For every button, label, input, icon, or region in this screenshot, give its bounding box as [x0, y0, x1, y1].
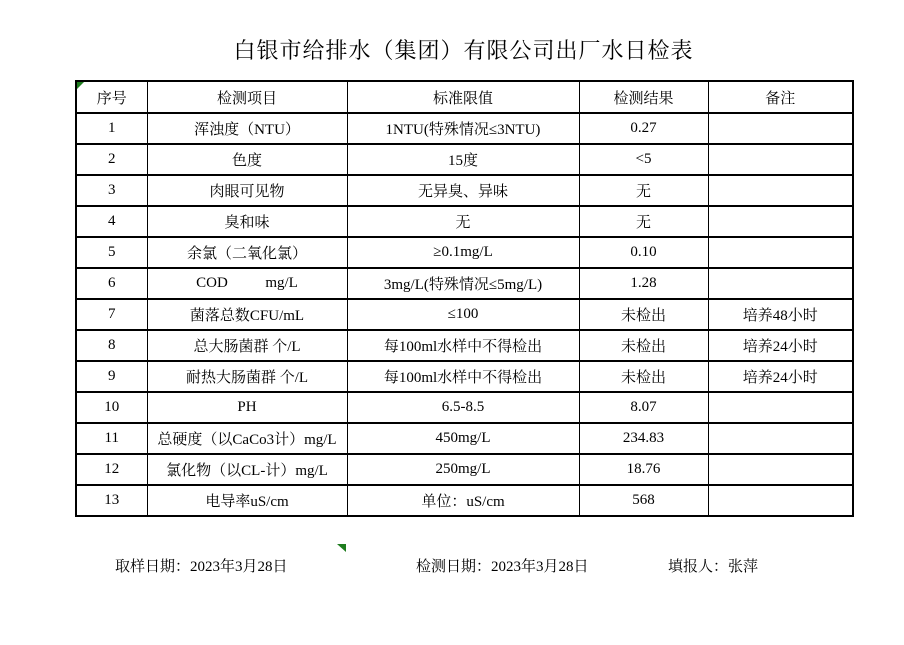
- cell-result: 0.10: [579, 237, 708, 268]
- cell-result: 无: [579, 175, 708, 206]
- cell-result: 未检出: [579, 299, 708, 330]
- cell-no: 12: [76, 454, 147, 485]
- cell-item: 电导率uS/cm: [147, 485, 347, 516]
- cell-no: 11: [76, 423, 147, 454]
- cell-item: 总硬度（以CaCo3计）mg/L: [147, 423, 347, 454]
- cell-note: 培养48小时: [708, 299, 853, 330]
- cell-standard: 450mg/L: [347, 423, 579, 454]
- cell-no: 2: [76, 144, 147, 175]
- cell-no: 3: [76, 175, 147, 206]
- cell-standard: 每100ml水样中不得检出: [347, 361, 579, 392]
- cell-note: 培养24小时: [708, 361, 853, 392]
- cell-no: 7: [76, 299, 147, 330]
- cell-item: 总大肠菌群 个/L: [147, 330, 347, 361]
- header-item: 检测项目: [147, 81, 347, 113]
- cell-item: 浑浊度（NTU）: [147, 113, 347, 144]
- cell-note: [708, 423, 853, 454]
- cell-note: [708, 485, 853, 516]
- table-row: [76, 330, 853, 361]
- cell-note: [708, 175, 853, 206]
- cell-standard: 3mg/L(特殊情况≤5mg/L): [347, 268, 579, 299]
- cell-no: 10: [76, 392, 147, 423]
- cell-item: 氯化物（以CL-计）mg/L: [147, 454, 347, 485]
- cell-standard: 单位：uS/cm: [347, 485, 579, 516]
- cell-standard: ≤100: [347, 299, 579, 330]
- header-no: [76, 81, 147, 113]
- page-title: 白银市给排水（集团）有限公司出厂水日检表: [233, 38, 694, 63]
- cell-no: 1: [76, 113, 147, 144]
- cell-result: 18.76: [579, 454, 708, 485]
- cell-standard: 15度: [347, 144, 579, 175]
- header-standard: 标准限值: [347, 81, 579, 113]
- cell-item: COD mg/L: [147, 268, 347, 299]
- header-note: 备注: [708, 81, 853, 113]
- cell-note: [708, 113, 853, 144]
- cell-note: [708, 144, 853, 175]
- cell-standard: 250mg/L: [347, 454, 579, 485]
- test-date: 检测日期：2023年3月28日: [416, 559, 589, 575]
- cell-result: 未检出: [579, 330, 708, 361]
- table-row: [76, 206, 853, 237]
- sample-date: 取样日期：2023年3月28日: [115, 559, 288, 575]
- table-row: [76, 175, 853, 206]
- cell-item: 肉眼可见物: [147, 175, 347, 206]
- header-no-label: 序号: [96, 90, 127, 107]
- cell-result: 234.83: [579, 423, 708, 454]
- cell-standard: 6.5-8.5: [347, 392, 579, 423]
- table-row: [76, 299, 853, 330]
- cell-standard: ≥0.1mg/L: [347, 237, 579, 268]
- header-result: 检测结果: [579, 81, 708, 113]
- cell-result: 无: [579, 206, 708, 237]
- table-row: [76, 454, 853, 485]
- table-row: [76, 423, 853, 454]
- table-row: [76, 237, 853, 268]
- cell-no: 8: [76, 330, 147, 361]
- green-corner-marker-icon: [77, 82, 84, 89]
- cell-item: PH: [147, 392, 347, 423]
- cell-item: 臭和味: [147, 206, 347, 237]
- reporter: 填报人：张萍: [668, 559, 759, 575]
- cell-result: 未检出: [579, 361, 708, 392]
- cell-standard: 1NTU(特殊情况≤3NTU): [347, 113, 579, 144]
- cell-result: <5: [579, 144, 708, 175]
- table-row: [76, 113, 853, 144]
- table-row: [76, 268, 853, 299]
- cell-item: 耐热大肠菌群 个/L: [147, 361, 347, 392]
- cell-item: 余氯（二氧化氯）: [147, 237, 347, 268]
- header-row: [76, 81, 853, 113]
- cell-item: 菌落总数CFU/mL: [147, 299, 347, 330]
- cell-result: 568: [579, 485, 708, 516]
- cell-result: 1.28: [579, 268, 708, 299]
- table-row: [76, 392, 853, 423]
- cell-item: 色度: [147, 144, 347, 175]
- table-row: [76, 485, 853, 516]
- cell-no: 13: [76, 485, 147, 516]
- cell-note: [708, 206, 853, 237]
- cell-note: [708, 392, 853, 423]
- cell-no: 5: [76, 237, 147, 268]
- cell-no: 9: [76, 361, 147, 392]
- cell-standard: 无异臭、异味: [347, 175, 579, 206]
- table-row: [76, 361, 853, 392]
- table-row: [76, 144, 853, 175]
- cell-result: 8.07: [579, 392, 708, 423]
- cell-note: [708, 454, 853, 485]
- cell-no: 4: [76, 206, 147, 237]
- cell-standard: 无: [347, 206, 579, 237]
- cell-note: [708, 268, 853, 299]
- green-flag-marker-icon: [337, 544, 346, 552]
- cell-note: 培养24小时: [708, 330, 853, 361]
- inspection-table: [75, 80, 854, 517]
- cell-result: 0.27: [579, 113, 708, 144]
- cell-note: [708, 237, 853, 268]
- cell-standard: 每100ml水样中不得检出: [347, 330, 579, 361]
- cell-no: 6: [76, 268, 147, 299]
